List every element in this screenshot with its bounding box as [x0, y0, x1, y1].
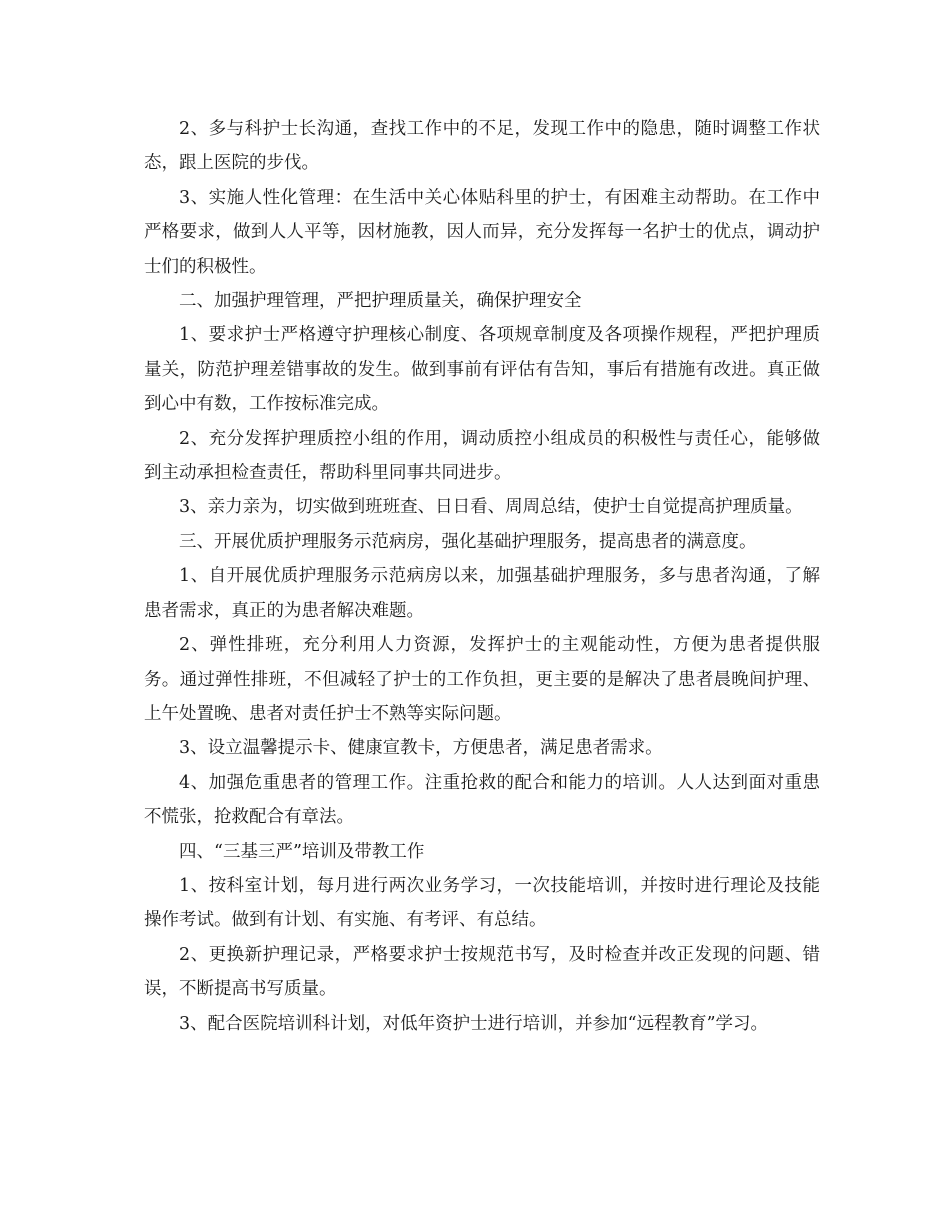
paragraph: 3、配合医院培训科计划，对低年资护士进行培训，并参加“远程教育”学习。 [179, 1013, 769, 1034]
paragraph: 1、自开展优质护理服务示范病房以来，加强基础护理服务，多与患者沟通，了解患者需求，真正的为患者解决难题。 [144, 566, 820, 621]
section-heading: 二、加强护理管理，严把护理质量关，确保护理安全 [179, 291, 582, 312]
paragraph: 3、亲力亲为，切实做到班班查、日日看、周周总结，使护士自觉提高护理质量。 [179, 497, 803, 518]
paragraph: 3、设立温馨提示卡、健康宣教卡，方便患者，满足患者需求。 [179, 738, 663, 759]
document-body [144, 112, 820, 1041]
paragraph: 2、多与科护士长沟通，查找工作中的不足，发现工作中的隐患，随时调整工作状态，跟上医院的步伐。 [144, 119, 820, 174]
paragraph: 3、实施人性化管理：在生活中关心体贴科里的护士，有困难主动帮助。在工作中严格要求，做到人人平等，因材施教，因人而异，充分发挥每一名护士的优点，调动护士们的积极性。 [144, 187, 820, 277]
section-heading: 四、“三基三严”培训及带教工作 [179, 841, 425, 862]
paragraph: 2、弹性排班，充分利用人力资源，发挥护士的主观能动性，方便为患者提供服务。通过弹性排班，不但减轻了护士的工作负担，更主要的是解决了患者晨晚间护理、上午处置晚、患者对责任护士不熟等实际问题。 [144, 635, 820, 724]
paragraph: 2、更换新护理记录，严格要求护士按规范书写，及时检查并改正发现的问题、错误，不断提高书写质量。 [144, 944, 820, 1000]
paragraph: 1、要求护士严格遵守护理核心制度、各项规章制度及各项操作规程，严把护理质量关，防范护理差错事故的发生。做到事前有评估有告知，事后有措施有改进。真正做到心中有数，工作按标准完成。 [144, 325, 820, 415]
paragraph: 2、充分发挥护理质控小组的作用，调动质控小组成员的积极性与责任心，能够做到主动承担检查责任，帮助科里同事共同进步。 [144, 428, 820, 484]
paragraph: 1、按科室计划，每月进行两次业务学习，一次技能培训，并按时进行理论及技能操作考试。做到有计划、有实施、有考评、有总结。 [144, 875, 820, 931]
paragraph: 4、加强危重患者的管理工作。注重抢救的配合和能力的培训。人人达到面对重患不慌张，抢救配合有章法。 [144, 772, 820, 828]
section-heading: 三、开展优质护理服务示范病房，强化基础护理服务，提高患者的满意度。 [179, 531, 757, 552]
